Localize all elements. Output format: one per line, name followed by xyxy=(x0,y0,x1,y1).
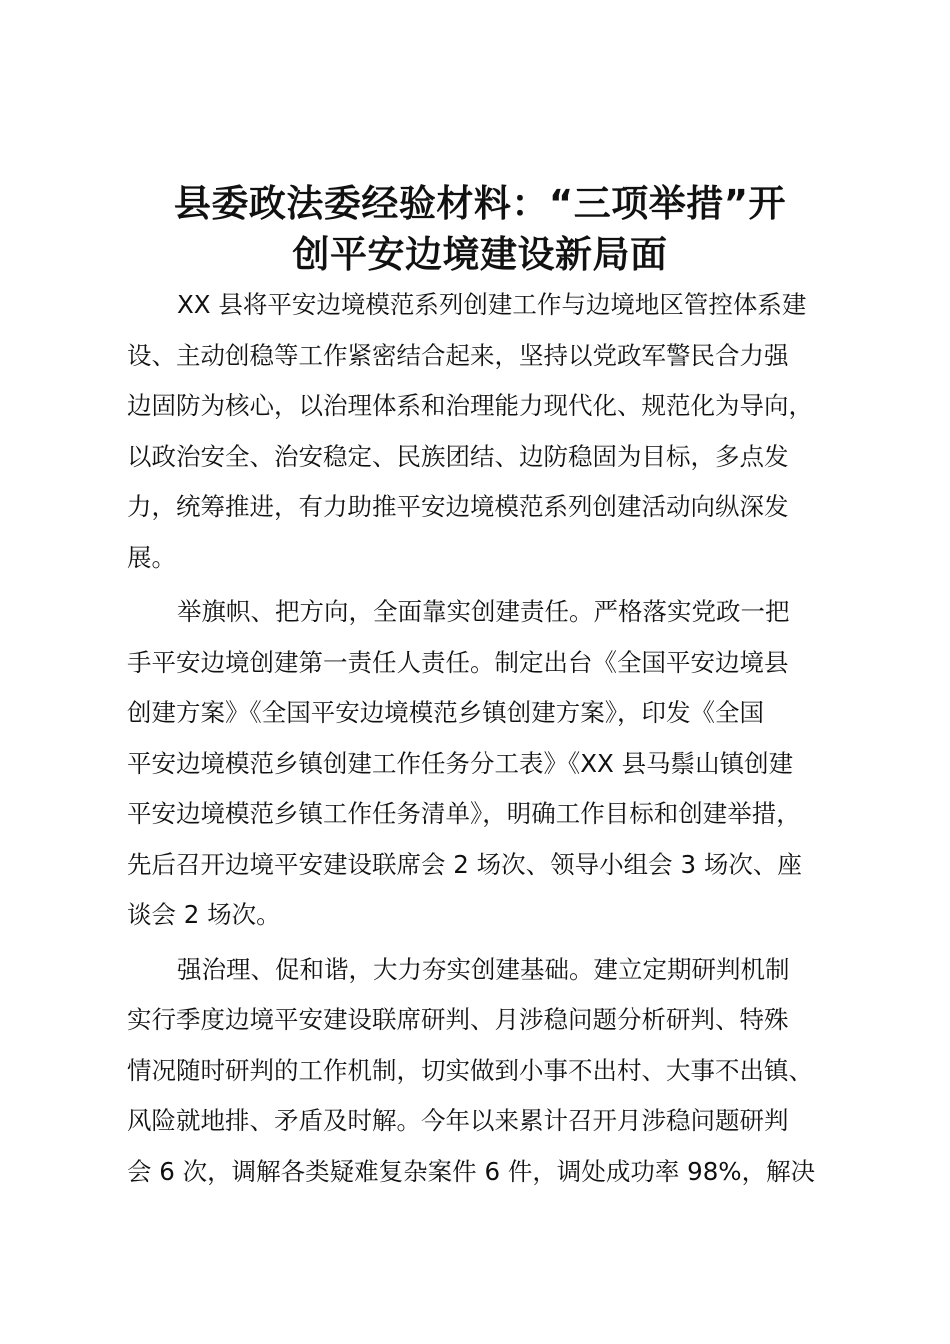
text-line: 平安边境模范乡镇工作任务清单》，明确工作目标和创建举措， xyxy=(127,799,801,828)
text-line: 展。 xyxy=(127,542,176,572)
title-line-2: 创平安边境建设新局面 xyxy=(292,233,668,276)
text-line: 举旗帜、把方向，全面靠实创建责任。严格落实党政一把 xyxy=(177,597,790,626)
text-line: 设、主动创稳等工作紧密结合起来，坚持以党政军警民合力强 xyxy=(127,340,789,370)
text-line: 谈会 2 场次。 xyxy=(127,900,281,929)
text-line: 情况随时研判的工作机制，切实做到小事不出村、大事不出镇、 xyxy=(127,1055,813,1085)
text-line: 风险就地排、矛盾及时解。今年以来累计召开月涉稳问题研判 xyxy=(127,1106,789,1135)
paragraph-1 xyxy=(127,280,842,583)
text-line: 先后召开边境平安建设联席会 2 场次、领导小组会 3 场次、座 xyxy=(127,849,802,879)
paragraph-3 xyxy=(127,945,842,1198)
title-line-1: 县委政法委经验材料：“三项举措”开 xyxy=(173,182,787,225)
text-line: 平安边境模范乡镇创建工作任务分工表》《XX 县马鬃山镇创建 xyxy=(127,748,794,778)
document-body xyxy=(127,280,842,1197)
text-line: 强治理、促和谐，大力夯实创建基础。建立定期研判机制 xyxy=(177,954,790,984)
text-line: 会 6 次，调解各类疑难复杂案件 6 件，调处成功率 98%，解决 xyxy=(127,1156,816,1186)
text-line: 实行季度边境平安建设联席研判、月涉稳问题分析研判、特殊 xyxy=(127,1005,789,1034)
text-line: 手平安边境创建第一责任人责任。制定出台《全国平安边境县 xyxy=(127,647,789,677)
text-line: 边固防为核心，以治理体系和治理能力现代化、规范化为导向， xyxy=(127,391,813,420)
document-title xyxy=(110,178,850,280)
text-line: 以政治安全、治安稳定、民族团结、边防稳固为目标，多点发 xyxy=(127,441,789,471)
text-line: 创建方案》《全国平安边境模范乡镇创建方案》，印发《全国 xyxy=(127,698,764,727)
paragraph-2 xyxy=(127,587,842,941)
text-line: XX 县将平安边境模范系列创建工作与边境地区管控体系建 xyxy=(177,290,807,319)
text-line: 力，统筹推进，有力助推平安边境模范系列创建活动向纵深发 xyxy=(127,492,789,521)
